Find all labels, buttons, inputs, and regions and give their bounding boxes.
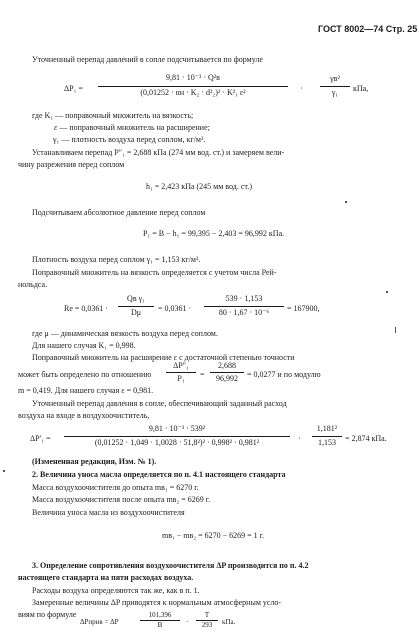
fraction-bar: [98, 86, 288, 87]
multiply-dot: ·: [298, 434, 301, 443]
amendment-note: (Измененная редакция, Изм. № 1).: [32, 457, 157, 466]
multiply-dot: ·: [300, 84, 303, 93]
formula-numerator: 1,181²: [316, 424, 338, 433]
text-line: h₁ = 2,423 кПа (245 мм вод. ст.): [146, 182, 252, 191]
text-line: Поправочный множитель на вязкость определяется с учетом числа Рей-: [32, 268, 277, 277]
scan-speck: [345, 201, 347, 203]
text-line: виям по формуле: [18, 610, 77, 619]
section-heading: 3. Определение сопротивления воздухоочистителя ΔP производится по п. 4.2: [32, 561, 309, 570]
text-line: Подсчитываем абсолютное давление перед соплом: [32, 208, 206, 217]
formula-numerator: 101,396: [148, 611, 172, 619]
formula-lhs: Re = 0,0361 ·: [64, 304, 109, 313]
formula-denominator: B: [157, 621, 163, 629]
formula-numerator: Qв γ₁: [127, 294, 145, 303]
text-line: где μ — динамическая вязкость воздуха перед соплом.: [32, 329, 218, 338]
text-line: m = 0,419. Для нашего случая ε = 0,981.: [18, 386, 154, 395]
formula-numerator: 2,688: [218, 361, 236, 370]
text-line: Масса воздухоочистителя после опыта mв₂ = 6269 г.: [32, 495, 211, 504]
formula-denominator: Dμ: [130, 308, 142, 317]
formula-denominator: (0,01252 · αн · K₂ · d²₂)² · K²₁ ε²: [140, 88, 246, 97]
formula-denominator: 293: [201, 621, 213, 629]
text-line: Плотность воздуха перед соплом γ₁ = 1,153 кг/м³.: [32, 255, 201, 264]
formula-lhs: ΔP′₁ =: [30, 434, 51, 443]
scan-speck: [3, 470, 5, 472]
text-line: Уточненный перепад давлений в сопле подсчитывается по формуле: [32, 55, 263, 64]
formula-result: = 167900,: [287, 304, 320, 313]
fraction-bar: [118, 306, 154, 307]
text-line: Для нашего случая K₁ = 0,998.: [32, 341, 136, 350]
formula-lhs: ΔPприв = ΔP: [80, 618, 119, 626]
text-line: γ₁ — плотность воздуха перед соплом, кг/м³.: [53, 135, 206, 144]
scan-speck: [386, 291, 388, 293]
formula-numerator: T: [204, 611, 210, 619]
text-line: Поправочный множитель на расширение ε с достаточной степенью точности: [32, 353, 295, 362]
fraction-bar: [210, 372, 244, 373]
text-line: Величина уноса масла из воздухоочистителя: [32, 508, 185, 517]
formula-unit: кПа.: [222, 618, 236, 626]
formula-unit: кПа,: [353, 84, 369, 93]
fraction-bar: [204, 306, 284, 307]
text-line: воздуха на входе в воздухоочиститель,: [18, 411, 150, 420]
text-line: чину разрежения перед соплом: [18, 160, 125, 169]
section-heading: 2. Величина уноса масла определяется по п. 4.1 настоящего стандарта: [32, 470, 286, 479]
multiply-dot: ·: [186, 618, 189, 626]
formula-text: =: [200, 370, 205, 379]
fraction-bar: [320, 86, 350, 87]
formula-denominator: (0,01252 · 1,049 · 1,0028 · 51,8²)² · 0,998² · 0,981²: [94, 438, 260, 447]
text-line: может быть определено по отношению: [18, 370, 152, 379]
section-heading: настоящего стандарта на пяти расходах воздуха.: [18, 573, 194, 582]
formula-denominator: P₁: [177, 374, 185, 383]
formula-numerator: 9,81 · 10⁻³ · Q²в: [166, 73, 220, 82]
text-line: Масса воздухоочистителя до опыта mв₁ = 6270 г.: [32, 483, 199, 492]
text-line: Уточненный перепад давления в сопле, обеспечивающий заданный расход: [32, 399, 287, 408]
scan-speck: [395, 327, 396, 333]
text-line: где K₁ — поправочный множитель на вязкость;: [32, 111, 194, 120]
formula-denominator: 80 · 1,67 · 10⁻⁶: [218, 308, 270, 317]
formula-mass: mв₁ − mв₂ = 6270 − 6269 = 1 г.: [162, 531, 265, 540]
formula-lhs: ΔP₁ =: [64, 84, 83, 93]
fraction-bar: [64, 436, 290, 437]
formula-numerator: γв²: [330, 74, 340, 83]
text-line: P₁ = B − h₁ = 99,395 − 2,403 = 96,992 кПа.: [143, 229, 285, 238]
text-line: Устанавливаем перепад P″₁ = 2,688 кПа (274 мм вод. ст.) и замеряем вели-: [32, 148, 285, 157]
formula-result: = 2,874 кПа.: [345, 434, 387, 443]
page-header: ГОСТ 8002—74 Стр. 25: [318, 24, 418, 34]
fraction-bar: [166, 372, 196, 373]
text-line: Расходы воздуха определяются так же, как в п. 1.: [32, 586, 200, 595]
formula-text: = 0,0361 ·: [158, 304, 192, 313]
formula-numerator: ΔP″₁: [173, 361, 189, 370]
text-line: ε — поправочный множитель на расширение;: [54, 123, 210, 132]
text-line: нольдса.: [18, 280, 48, 289]
text-line: = 0,0277 и по модулю: [247, 370, 321, 379]
formula-denominator: 96,992: [216, 374, 238, 383]
formula-denominator: γ₁: [331, 88, 339, 97]
formula-denominator: 1,153: [318, 438, 336, 447]
formula-numerator: 9,81 · 10⁻³ · 539²: [148, 424, 206, 433]
formula-numerator: 539 · 1,153: [225, 294, 263, 303]
fraction-bar: [312, 436, 342, 437]
text-line: Замеренные величины ΔP приводятся к нормальным атмосферным усло-: [32, 598, 282, 607]
